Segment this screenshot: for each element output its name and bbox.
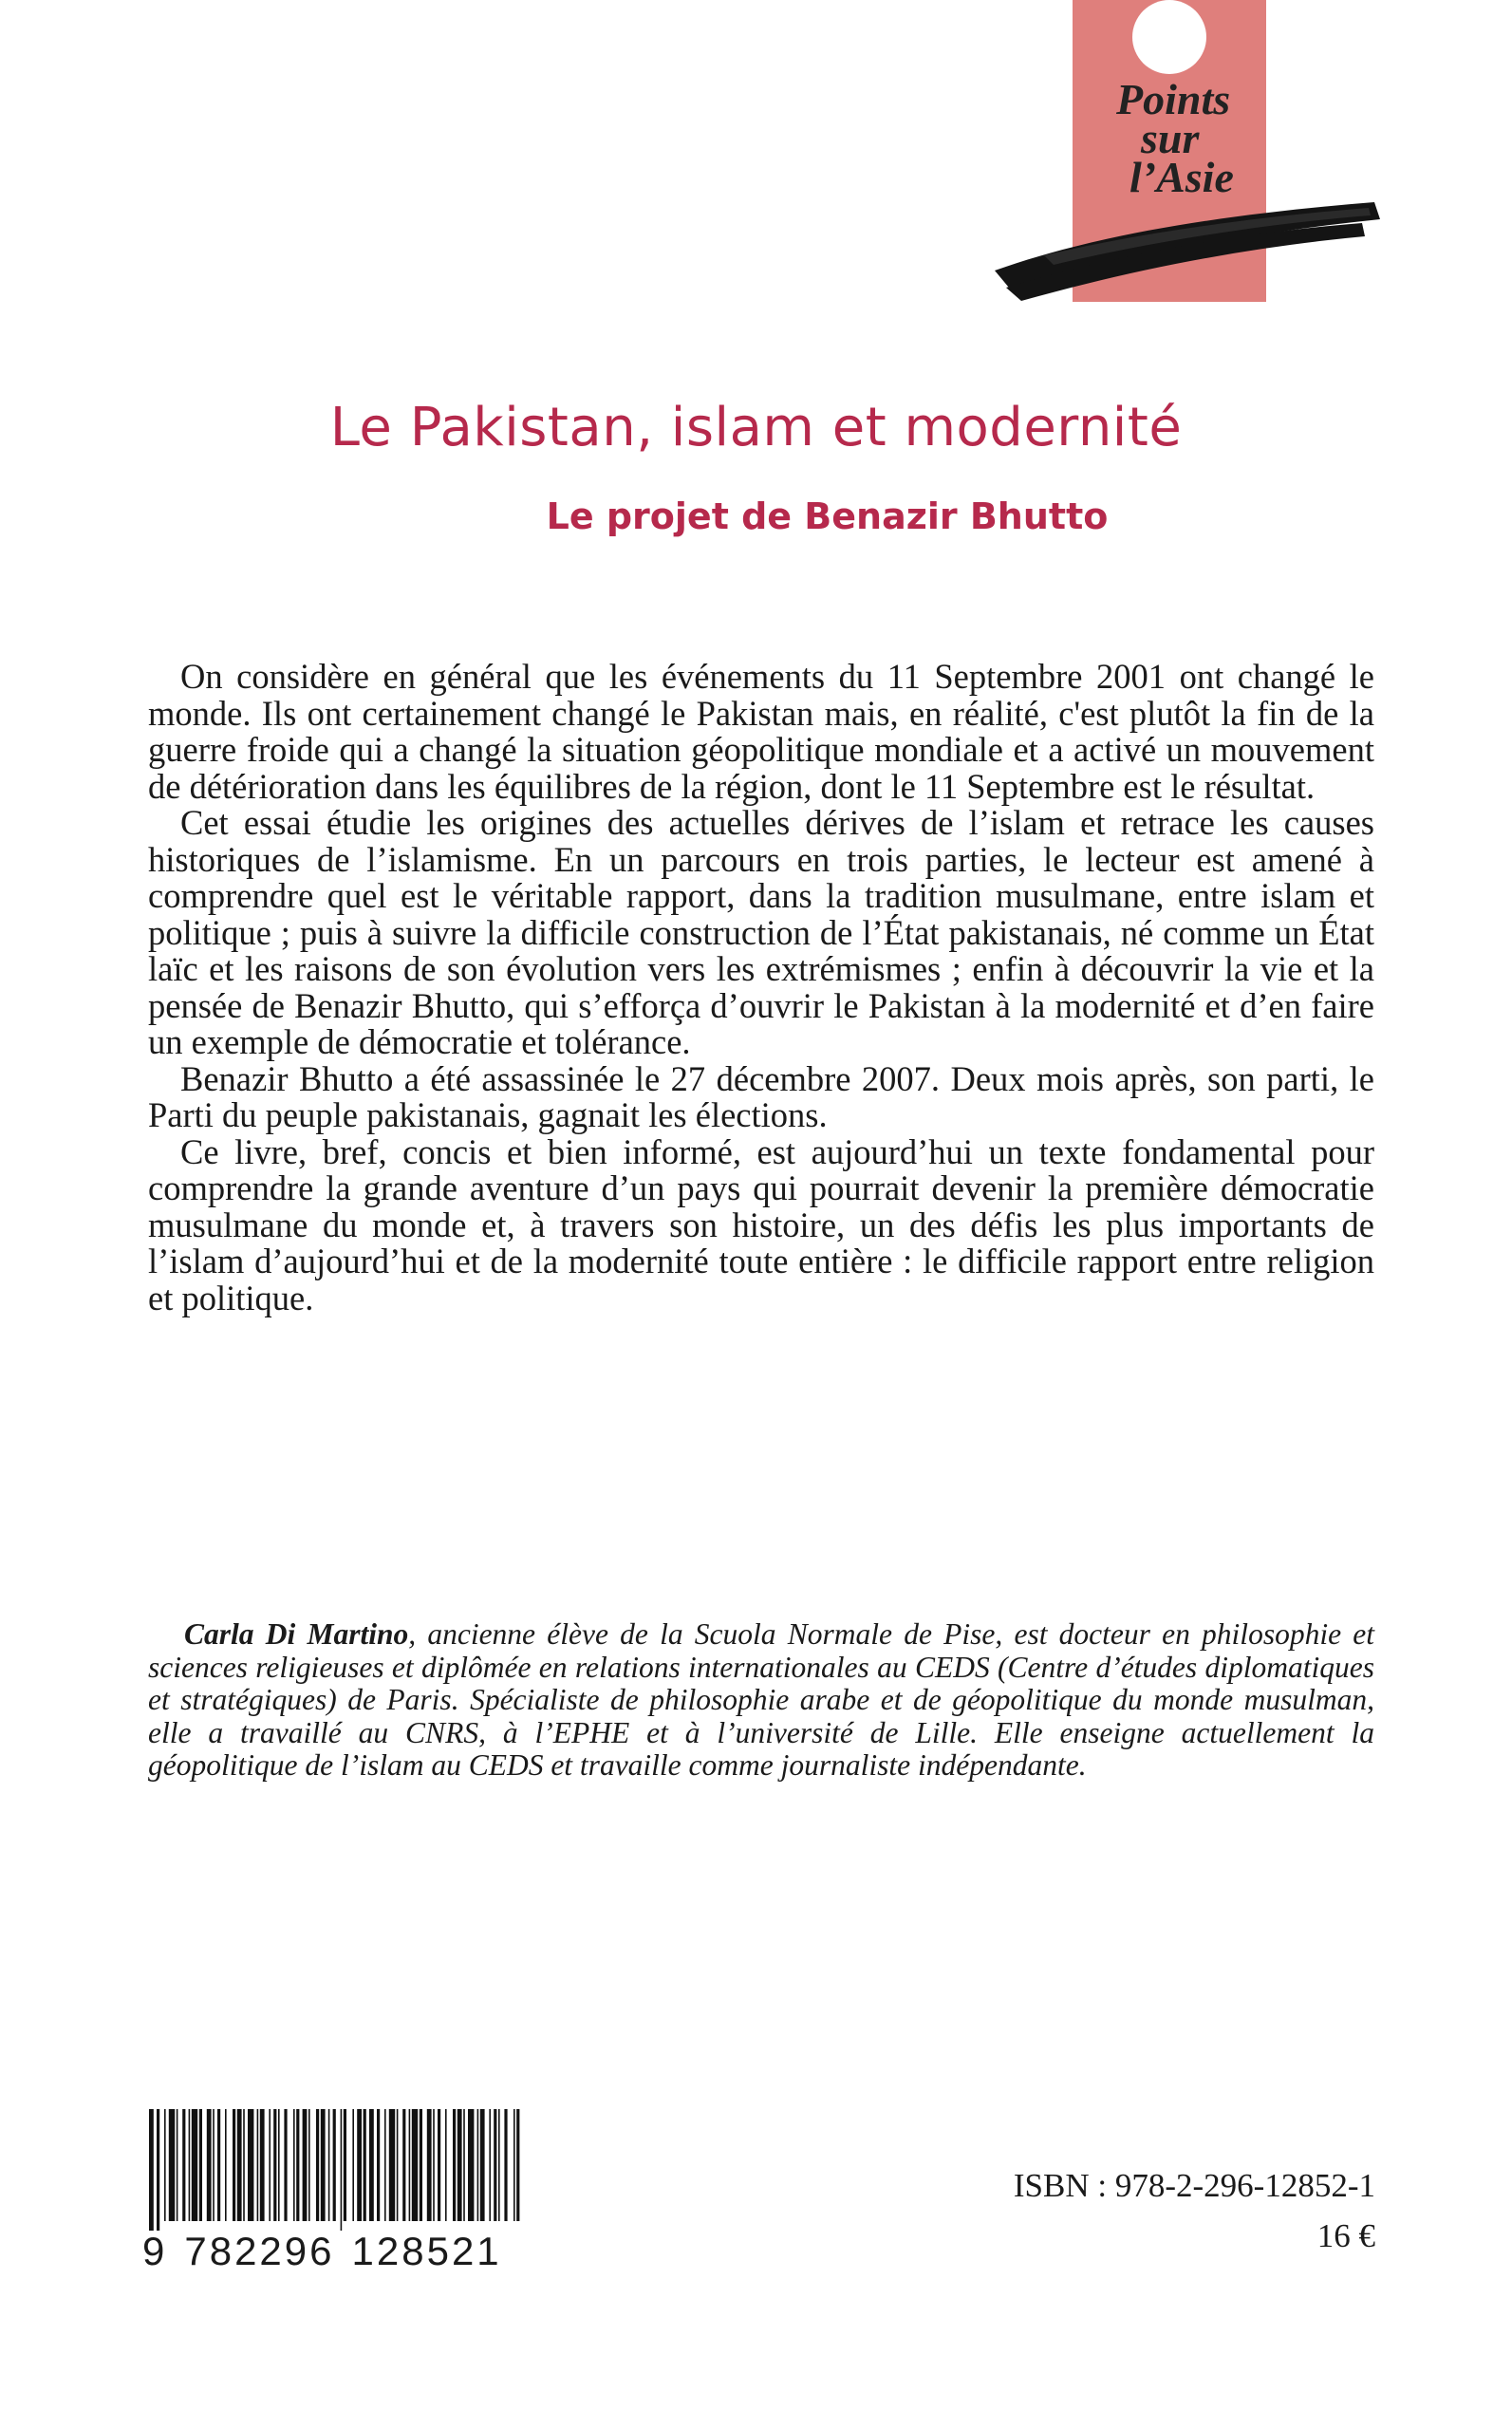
barcode-bar <box>189 2109 191 2221</box>
barcode-bar <box>296 2109 299 2221</box>
barcode-bar <box>303 2109 308 2221</box>
synopsis-paragraph-4: Ce livre, bref, concis et bien informé, est aujourd’hui un texte fondamental pour comprendre la grande aventure d’un pays qui pourrait devenir la première démocratie musulmane du monde et, à travers son histoire, un des défis les plus importants de l’islam d’aujourd’hui et de la modernité toute entière : le difficile rapport entre religion et politique. <box>148 1131 1374 1317</box>
barcode-digits-left: 782296 <box>184 2229 335 2273</box>
barcode-bar <box>284 2109 287 2221</box>
synopsis-paragraph-1: On considère en général que les événements du 11 Septembre 2001 ont changé le monde. Ils ont certainement changé le Pakistan mais, en réalité, c'est plutôt la fin de la guerre froide qui a changé la situation géopolitique mondiale et a activé un mouvement de détérioration dans les équilibres de la région, dont le 11 Septembre est le résultat. <box>148 657 1374 806</box>
barcode-bar <box>357 2109 362 2221</box>
author-name: Carla Di Martino <box>184 1617 409 1651</box>
barcode-bar <box>468 2109 474 2221</box>
brush-stroke-decoration <box>987 195 1386 308</box>
barcode-bar <box>504 2109 507 2221</box>
barcode-bar <box>389 2109 395 2221</box>
barcode-bar <box>217 2109 220 2221</box>
barcode-bar <box>457 2109 462 2221</box>
barcode-bar <box>377 2109 380 2221</box>
barcode-bar <box>427 2109 432 2221</box>
barcode-bar <box>237 2109 242 2221</box>
barcode-bar <box>149 2109 154 2231</box>
barcode-bar <box>477 2109 479 2221</box>
book-title: Le Pakistan, islam et modernité <box>329 397 1183 458</box>
barcode-digit-prefix: 9 <box>142 2229 168 2273</box>
barcode-bar <box>273 2109 276 2221</box>
barcode-bar <box>420 2109 422 2221</box>
barcode-bar <box>445 2109 447 2221</box>
barcode-bar <box>494 2109 496 2221</box>
barcode <box>143 2109 523 2231</box>
series-line-1: Points <box>1116 75 1231 123</box>
barcode-bar <box>453 2109 456 2221</box>
barcode-bar <box>278 2109 280 2221</box>
synopsis <box>148 659 1374 1317</box>
barcode-bar <box>463 2109 465 2221</box>
book-subtitle: Le projet de Benazir Bhutto <box>546 495 1109 537</box>
series-line-3: l’Asie <box>1129 153 1234 201</box>
barcode-bar <box>213 2109 215 2221</box>
barcode-bar <box>199 2109 202 2221</box>
barcode-bar <box>341 2109 343 2231</box>
series-line-2: sur <box>1141 114 1200 162</box>
badge-hole <box>1132 0 1206 74</box>
synopsis-paragraph-3: Benazir Bhutto a été assassinée le 27 décembre 2007. Deux mois après, son parti, le Parti du peuple pakistanais, gagnait les élections. <box>148 1058 1374 1134</box>
barcode-bar <box>516 2109 519 2221</box>
barcode-bar <box>384 2109 386 2221</box>
barcode-bar <box>164 2109 166 2221</box>
barcode-digits <box>142 2229 523 2274</box>
series-name <box>1082 75 1258 201</box>
barcode-bar <box>293 2109 295 2221</box>
barcode-bar <box>192 2109 197 2221</box>
barcode-bar <box>438 2109 440 2221</box>
barcode-digits-right: 128521 <box>351 2229 502 2273</box>
barcode-bar <box>177 2109 178 2221</box>
barcode-bar <box>316 2109 319 2221</box>
barcode-bar <box>369 2109 374 2221</box>
barcode-bar <box>480 2109 485 2221</box>
barcode-bar <box>364 2109 366 2221</box>
barcode-bar <box>243 2109 245 2221</box>
barcode-bar <box>225 2109 227 2221</box>
barcode-bar <box>157 2109 159 2231</box>
isbn: ISBN : 978-2-296-12852-1 <box>1013 2167 1375 2204</box>
barcode-bar <box>352 2109 354 2221</box>
barcode-bar <box>248 2109 253 2221</box>
barcode-bar <box>333 2109 336 2221</box>
barcode-bar <box>233 2109 235 2221</box>
barcode-bar <box>321 2109 326 2221</box>
barcode-bar <box>498 2109 500 2221</box>
barcode-bar <box>397 2109 399 2221</box>
barcode-bar <box>257 2109 259 2221</box>
author-bio <box>148 1618 1374 1783</box>
price: 16 € <box>1316 2217 1375 2254</box>
barcode-bar <box>182 2109 185 2221</box>
synopsis-paragraph-2: Cet essai étudie les origines des actuelles dérives de l’islam et retrace les causes historiques de l’islamisme. En un parcours en trois parties, le lecteur est amené à comprendre quel est le véritable rapport, dans la tradition musulmane, entre islam et politique ; puis à suivre la difficile construction de l’État pakistanais, né comme un État laïc et les raisons de son évolution vers les extrémismes ; enfin à découvrir la vie et la pensée de Benazir Bhutto, qui s’efforça d’ouvrir le Pakistan à la modernité et d’en faire un exemple de démocratie et tolérance. <box>148 803 1374 1061</box>
barcode-bar <box>433 2109 435 2221</box>
barcode-bar <box>269 2109 271 2221</box>
barcode-bar <box>328 2109 330 2221</box>
barcode-bar <box>169 2109 175 2221</box>
barcode-bar <box>402 2109 405 2221</box>
barcode-bar <box>412 2109 418 2221</box>
barcode-bar <box>344 2109 346 2221</box>
author-bio-text: , ancienne élève de la Scuola Normale de Pise, est docteur en philosophie et sciences religieuses et diplômée en relations internationales au CEDS (Centre d’études diplomatiques et stratégiques) de Paris. Spécialiste de philosophie arabe et de géopolitique du monde musulman, elle a travaillé au CNRS, à l’EPHE et à l’université de Lille. Elle enseigne actuellement la géopolitique de l’islam au CEDS et travaille comme journaliste indépendante. <box>148 1617 1375 1782</box>
barcode-bar <box>260 2109 265 2221</box>
barcode-bar <box>513 2109 515 2221</box>
barcode-bar <box>489 2109 491 2221</box>
barcode-bar <box>308 2109 310 2221</box>
barcode-bar <box>207 2109 212 2221</box>
barcode-bar <box>409 2109 411 2221</box>
